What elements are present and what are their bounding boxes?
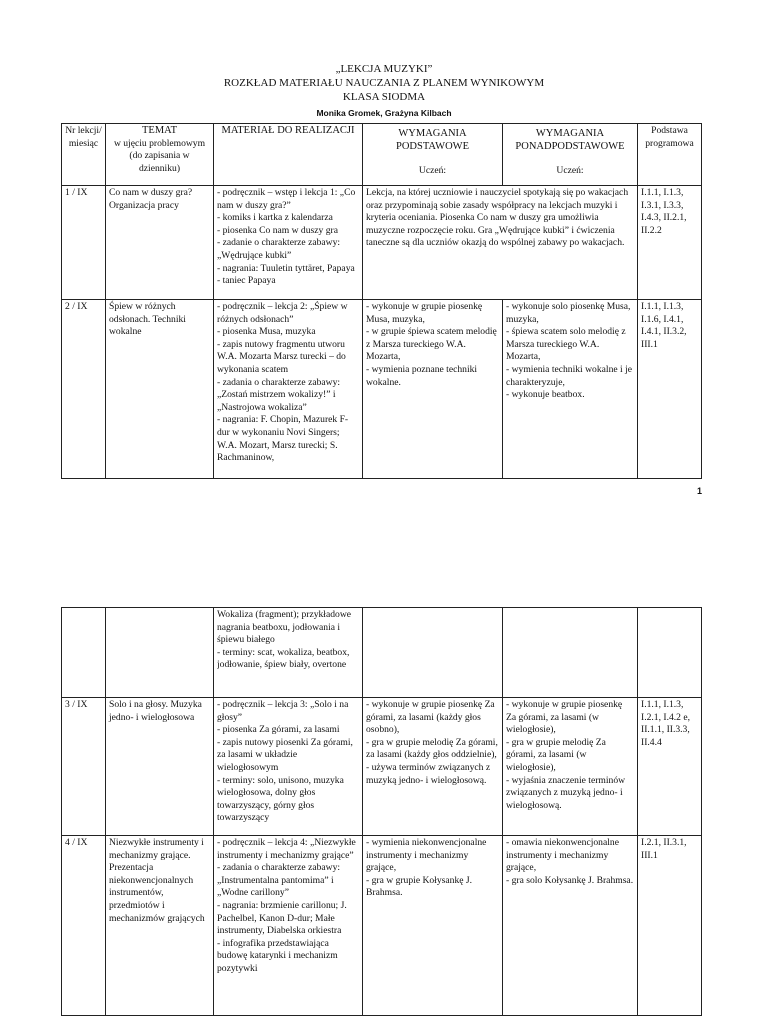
requirement-item: - gra w grupie Kołysankę J. Brahmsa.	[366, 874, 473, 899]
requirement-item: - gra w grupie melodię Za górami, za lasami (każdy głos oddzielnie),	[366, 736, 498, 761]
header-wymagania-podstawowe	[363, 124, 503, 186]
cell-wymagania-podstawowe	[363, 300, 503, 479]
header-ponad-uczen: Uczeń:	[556, 165, 584, 177]
material-item: - podręcznik – lekcja 4: „Niezwykłe instrumenty i mechanizmy grające”	[217, 837, 356, 861]
material-item: - zapis nutowy fragmentu utworu W.A. Mozarta Marsz turecki – do wykonania scatem	[217, 338, 346, 375]
title-line-3: KLASA SIODMA	[342, 91, 426, 103]
cell-wymagania-ponadpodstawowe	[503, 698, 638, 836]
requirement-item: - wymienia techniki wokalne i je charakteryzuje,	[506, 363, 633, 388]
requirement-item: - wykonuje beatbox.	[506, 389, 585, 401]
cell-nr: 1 / IX	[62, 186, 106, 300]
material-item: - zadanie o charakterze zabawy: „Wędrujące kubki”	[217, 237, 341, 261]
header-nr: Nr lekcji/ miesiąc	[62, 124, 106, 186]
material-item: - terminy: scat, wokaliza, beatbox, jodłowanie, śpiew biały, overtone	[217, 646, 350, 671]
cell-wymagania-opis: Lekcja, na której uczniowie i nauczyciel spotykają się po wakacjach oraz przypominają sobie zasady współpracy na lekcjach muzyki i kryteria oceniania. Piosenka Co nam w duszy gra umożliwia muzyczne rozpoczęcie roku. Gra „Wędrujące kubki” i ćwiczenia taneczne są dla uczniów okazją do wspólnej zabawy po wakacjach.	[363, 186, 638, 300]
requirement-item: - wykonuje solo piosenkę Musa, muzyka,	[506, 301, 631, 325]
requirement-item: - używa terminów związanych z muzyką jedno- i wielogłosową.	[366, 761, 491, 786]
cell-wymagania-podstawowe	[363, 608, 503, 698]
material-item: - komiks i kartka z kalendarza	[217, 212, 333, 224]
requirement-item: - wykonuje w grupie piosenkę Za górami, za lasami (każdy głos osobno),	[366, 699, 495, 736]
requirement-item: - wykonuje w grupie piosenkę Musa, muzyka,	[366, 301, 483, 325]
cell-nr: 2 / IX	[62, 300, 106, 479]
requirement-item: - wykonuje w grupie piosenkę Za górami, za lasami (w wielogłosie),	[506, 699, 623, 736]
header-material: MATERIAŁ DO REALIZACJI	[214, 124, 363, 186]
header-temat-sub: w ujęciu problemowym (do zapisania w dzienniku)	[113, 137, 206, 174]
cell-podstawa: I.2.1, II.3.1, III.1	[638, 836, 702, 1016]
material-item: - terminy: solo, unisono, muzyka wielogłosowa, dolny głos towarzyszący, górny głos towarzyszący	[217, 774, 344, 824]
cell-wymagania-ponadpodstawowe	[503, 836, 638, 1016]
requirement-item: - wymienia poznane techniki wokalne.	[366, 363, 478, 388]
cell-podstawa: I.1.1, I.1.3, I.1.6, I.4.1, I.4.1, II.3.2, III.1	[638, 300, 702, 479]
material-item: - zapis nutowy piosenki Za górami, za lasami w układzie wielogłosowym	[217, 736, 353, 773]
material-item: - zadania o charakterze zabawy: „Zostań mistrzem wokalizy!” i „Nastrojowa wokaliza”	[217, 376, 341, 413]
table-header-row	[62, 124, 702, 186]
material-item: - infografika przedstawiająca budowę katarynki i mechanizm pozytywki	[217, 937, 338, 974]
header-wymagania-ponadpodstawowe	[503, 124, 638, 186]
cell-wymagania-ponadpodstawowe	[503, 300, 638, 479]
requirement-item: - gra w grupie melodię Za górami, za lasami (w wielogłosie),	[506, 736, 606, 773]
material-item: - piosenka Za górami, za lasami	[217, 724, 340, 736]
requirement-item: - śpiewa scatem solo melodię z Marsza tureckiego W.A. Mozarta,	[506, 326, 626, 363]
header-podstawa-programowa: Podstawa programowa	[638, 124, 702, 186]
material-item: - taniec Papaya	[217, 275, 276, 287]
cell-temat	[106, 608, 214, 698]
plan-table-page-2	[61, 607, 702, 1016]
cell-material	[214, 186, 363, 300]
cell-nr: 4 / IX	[62, 836, 106, 1016]
material-item: - podręcznik – lekcja 3: „Solo i na głosy”	[217, 699, 349, 723]
header-podst-uczen: Uczeń:	[418, 165, 447, 177]
cell-material	[214, 608, 363, 698]
table-row	[62, 698, 702, 836]
page-number: 1	[697, 486, 703, 496]
header-temat-title: TEMAT	[142, 125, 177, 136]
cell-material	[214, 836, 363, 1016]
cell-material	[214, 698, 363, 836]
cell-wymagania-ponadpodstawowe	[503, 608, 638, 698]
table-row	[62, 300, 702, 479]
authors-line: Monika Gromek, Grażyna Kilbach	[316, 108, 452, 118]
requirement-item: - wyjaśnia znaczenie terminów związanych z muzyką jedno- i wielogłosową.	[506, 774, 626, 811]
cell-nr	[62, 608, 106, 698]
header-temat	[106, 124, 214, 186]
document-title-block	[0, 62, 768, 120]
table-row	[62, 186, 702, 300]
material-item: - nagrania: F. Chopin, Mazurek F-dur w wykonaniu Novi Singers; W.A. Mozart, Marsz turecki; S. Rachmaninow,	[217, 414, 349, 464]
material-item: - zadania o charakterze zabawy: „Instrumentalna pantomima” i „Wodne carillony”	[217, 862, 341, 899]
header-ponad-title: WYMAGANIA PONADPODSTAWOWE	[515, 128, 625, 152]
material-item: - nagrania: brzmienie carillonu; J. Pachelbel, Kanon D-dur; Małe instrumenty, Diabelska orkiestra	[217, 899, 347, 937]
material-item: - podręcznik – wstęp i lekcja 1: „Co nam w duszy gra?”	[217, 187, 356, 211]
cell-temat: Niezwykłe instrumenty i mechanizmy grające. Prezentacja niekonwencjonalnych instrumentów, przedmiotów i mechanizmów grających	[106, 836, 214, 1016]
material-item: - piosenka Musa, muzyka	[217, 326, 316, 338]
cell-podstawa	[638, 608, 702, 698]
cell-podstawa: I.1.1, I.1.3, I.3.1, I.3.3, I.4.3, II.2.1, II.2.2	[638, 186, 702, 300]
cell-nr: 3 / IX	[62, 698, 106, 836]
requirement-item: - w grupie śpiewa scatem melodię z Marsza tureckiego W.A. Mozarta,	[366, 326, 497, 363]
requirement-item: - wymienia niekonwencjonalne instrumenty i mechanizmy grające,	[366, 837, 487, 874]
table-row	[62, 836, 702, 1016]
plan-table-page-1	[61, 123, 702, 479]
cell-temat: Śpiew w różnych odsłonach. Techniki wokalne	[106, 300, 214, 479]
cell-temat: Co nam w duszy gra? Organizacja pracy	[106, 186, 214, 300]
material-item: - piosenka Co nam w duszy gra	[217, 224, 338, 236]
cell-wymagania-podstawowe	[363, 836, 503, 1016]
title-line-1: „LEKCJA MUZYKI”	[335, 63, 433, 75]
title-line-2: ROZKŁAD MATERIAŁU NAUCZANIA Z PLANEM WYNIKOWYM	[223, 77, 545, 89]
cell-temat: Solo i na głosy. Muzyka jedno- i wielogłosowa	[106, 698, 214, 836]
table-row-continued	[62, 608, 702, 698]
material-item: Wokaliza (fragment); przykładowe nagrania beatboxu, jodłowania i śpiewu białego	[217, 609, 352, 646]
header-podst-title: WYMAGANIA PODSTAWOWE	[396, 128, 469, 152]
cell-material	[214, 300, 363, 479]
cell-wymagania-podstawowe	[363, 698, 503, 836]
requirement-item: - omawia niekonwencjonalne instrumenty i mechanizmy grające,	[506, 837, 619, 874]
material-item: - podręcznik – lekcja 2: „Śpiew w różnych odsłonach”	[217, 301, 348, 325]
requirement-item: - gra solo Kołysankę J. Brahmsa.	[506, 874, 634, 886]
cell-podstawa: I.1.1, I.1.3, I.2.1, I.4.2 e, II.1.1, II.3.3, II.4.4	[638, 698, 702, 836]
material-item: - nagrania: Tuuletin tyttäret, Papaya	[217, 262, 355, 274]
